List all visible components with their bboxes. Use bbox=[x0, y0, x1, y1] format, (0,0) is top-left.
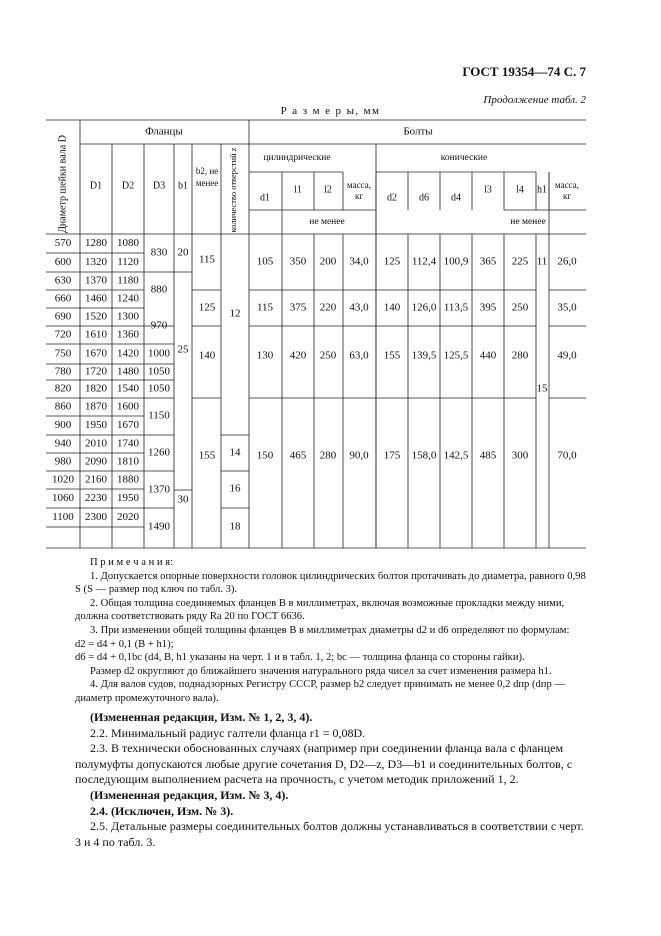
cell-D3: 1260 bbox=[148, 446, 170, 459]
clause-2-4: 2.4. (Исключен, Изм. № 3). bbox=[90, 803, 234, 818]
cell-D2: 1120 bbox=[117, 256, 139, 269]
cell-D: 1100 bbox=[52, 511, 74, 524]
cell-b2: 115 bbox=[198, 253, 216, 266]
cell-l1: 465 bbox=[289, 449, 307, 462]
cell-D: 1020 bbox=[52, 473, 74, 486]
cell-D2: 1300 bbox=[117, 310, 139, 323]
cell-d1: 150 bbox=[256, 449, 274, 462]
cell-d2: 140 bbox=[383, 301, 401, 314]
cell-D1: 1670 bbox=[85, 347, 107, 360]
header-D3: D3 bbox=[152, 180, 166, 192]
cell-D3: 1150 bbox=[148, 409, 170, 422]
cell-D: 570 bbox=[54, 237, 72, 250]
cell-l3: 365 bbox=[479, 255, 497, 268]
cell-D2: 1180 bbox=[117, 274, 139, 287]
cell-l3: 395 bbox=[479, 301, 497, 314]
cell-b1: 30 bbox=[177, 493, 189, 506]
cell-D2: 1360 bbox=[117, 328, 139, 341]
cell-D: 900 bbox=[54, 419, 72, 432]
header-diameter: Диаметр шейки вала D bbox=[57, 135, 69, 233]
cell-D2: 1740 bbox=[117, 437, 139, 450]
cell-D1: 1870 bbox=[85, 400, 107, 413]
cell-D3: 1370 bbox=[148, 483, 170, 496]
cell-D: 980 bbox=[54, 455, 72, 468]
cell-d1: 105 bbox=[256, 255, 274, 268]
cell-d4: 125,5 bbox=[443, 349, 469, 362]
header-l4: l4 bbox=[516, 184, 524, 196]
header-holes: количество отверстий z bbox=[227, 147, 238, 233]
cell-mass: 34,0 bbox=[349, 255, 369, 268]
cell-l2: 250 bbox=[319, 349, 337, 362]
header-bolts: Болты bbox=[403, 125, 433, 138]
cell-D: 600 bbox=[54, 256, 72, 269]
cell-l4: 300 bbox=[511, 449, 529, 462]
header-l1: l1 bbox=[294, 184, 302, 196]
cell-D: 1060 bbox=[52, 492, 74, 505]
cell-D1: 2160 bbox=[85, 473, 107, 486]
cell-D2: 1240 bbox=[117, 292, 139, 305]
cell-d4: 142,5 bbox=[443, 449, 469, 462]
cell-D3: 1050 bbox=[148, 382, 170, 395]
cell-D2: 1670 bbox=[117, 419, 139, 432]
cell-l2: 200 bbox=[319, 255, 337, 268]
header-b2: b2, не bbox=[195, 166, 219, 177]
cell-h1: 15 bbox=[536, 382, 548, 395]
cell-D1: 1370 bbox=[85, 274, 107, 287]
cell-b2: 140 bbox=[198, 349, 216, 362]
cell-D1: 2230 bbox=[85, 492, 107, 505]
note-3: 3. При изменении общей толщины фланцев B в миллиметрах диаметры d2 и d6 определяют по формулам: bbox=[90, 624, 570, 636]
cell-D: 750 bbox=[54, 347, 72, 360]
header-d1: d1 bbox=[260, 192, 270, 204]
cell-l3: 485 bbox=[479, 449, 497, 462]
note-3-rounding: Размер d2 округляют до ближайшего значения натурального ряда чисел за счет изменения размера h1. bbox=[90, 665, 552, 677]
table-units-label: Р а з м е р ы, мм bbox=[280, 105, 381, 117]
cell-mass2: 49,0 bbox=[557, 349, 577, 362]
amendment-note-2: (Измененная редакция, Изм. № 3, 4). bbox=[90, 787, 289, 802]
cell-D1: 1720 bbox=[85, 365, 107, 378]
cell-l2: 280 bbox=[319, 449, 337, 462]
note-3-formula-1: d2 = d4 + 0,1 (B + h1); bbox=[75, 638, 174, 650]
clause-2-3: 2.3. В технически обоснованных случаях (например при соединении фланца вала с фланцем полумуфты допускаются любые другие сочетания D, D2—z, D3—b1 и соединительных болтов, с последующим выполнением расчета на прочность, с учетом методик приложений 1, 2. bbox=[75, 741, 573, 787]
note-2: 2. Общая толщина соединяемых фланцев B в миллиметрах, включая возможные прокладки между ними, должна соответствовать ряду Ra 20 по ГОСТ 6636. bbox=[75, 597, 565, 623]
header-l2: l2 bbox=[324, 184, 332, 196]
cell-d4: 113,5 bbox=[443, 301, 469, 314]
cell-d2: 175 bbox=[383, 449, 401, 462]
cell-d1: 115 bbox=[256, 301, 274, 314]
cell-D: 690 bbox=[54, 310, 72, 323]
cell-D1: 1950 bbox=[85, 419, 107, 432]
header-mass2: масса, bbox=[555, 180, 579, 191]
header-cylindrical: цилиндрические bbox=[263, 153, 331, 164]
header-d2: d2 bbox=[387, 192, 397, 204]
cell-D1: 1820 bbox=[85, 382, 107, 395]
header-b2-cont: менее bbox=[195, 178, 219, 189]
cell-l4: 280 bbox=[511, 349, 529, 362]
cell-D2: 1600 bbox=[117, 400, 139, 413]
header-mass: масса, bbox=[347, 180, 371, 191]
cell-D2: 1080 bbox=[117, 237, 139, 250]
header-not-less-1: не менее bbox=[309, 217, 345, 228]
cell-D: 940 bbox=[54, 437, 72, 450]
page-header: ГОСТ 19354—74 С. 7 bbox=[462, 64, 586, 79]
cell-D1: 1320 bbox=[85, 256, 107, 269]
cell-D2: 1880 bbox=[117, 473, 139, 486]
cell-l4: 250 bbox=[511, 301, 529, 314]
cell-holes: 18 bbox=[229, 520, 241, 533]
cell-holes: 14 bbox=[229, 446, 241, 459]
cell-D3: 880 bbox=[150, 283, 168, 296]
cell-D1: 2090 bbox=[85, 455, 107, 468]
cell-D2: 1540 bbox=[117, 382, 139, 395]
cell-l1: 350 bbox=[289, 255, 307, 268]
cell-D1: 1280 bbox=[85, 237, 107, 250]
cell-l1: 375 bbox=[289, 301, 307, 314]
cell-holes: 12 bbox=[229, 307, 241, 320]
cell-D1: 1520 bbox=[85, 310, 107, 323]
notes-heading: П р и м е ч а н и я: bbox=[90, 557, 174, 568]
cell-b2: 155 bbox=[198, 449, 216, 462]
header-mass-unit: кг bbox=[354, 191, 364, 202]
cell-D: 630 bbox=[54, 274, 72, 287]
cell-mass: 43,0 bbox=[349, 301, 369, 314]
cell-mass: 63,0 bbox=[349, 349, 369, 362]
cell-D: 860 bbox=[54, 400, 72, 413]
cell-D3: 830 bbox=[150, 246, 168, 259]
cell-d6: 158,0 bbox=[411, 449, 437, 462]
cell-d2: 155 bbox=[383, 349, 401, 362]
cell-D3: 1050 bbox=[148, 365, 170, 378]
note-4: 4. Для валов судов, поднадзорных Регистру СССР, размер b2 следует принимать не менее 0,2 dпр (dпр — диаметр промежуточного вала). bbox=[75, 679, 566, 704]
note-3-formula-2: d6 = d4 + 0,1bc (d4, B, h1 указаны на черт. 1 и в табл. 1, 2; bc — толщина фланца со стороны гайки). bbox=[75, 652, 525, 664]
cell-l4: 225 bbox=[511, 255, 529, 268]
cell-D: 820 bbox=[54, 382, 72, 395]
cell-D3: 1490 bbox=[148, 520, 170, 533]
cell-D2: 1420 bbox=[117, 347, 139, 360]
cell-D3: 1000 bbox=[148, 347, 170, 360]
body-text bbox=[75, 710, 586, 850]
header-mass2-unit: кг bbox=[562, 191, 572, 202]
header-conical: конические bbox=[440, 153, 488, 164]
header-b1: b1 bbox=[178, 180, 188, 192]
cell-l1: 420 bbox=[289, 349, 307, 362]
amendment-note-1: (Измененная редакция, Изм. № 1, 2, 3, 4). bbox=[90, 710, 313, 724]
cell-mass2: 26,0 bbox=[557, 255, 577, 268]
cell-mass2: 35,0 bbox=[557, 301, 577, 314]
cell-D1: 2010 bbox=[85, 437, 107, 450]
header-D1: D1 bbox=[89, 180, 103, 192]
header-h1: h1 bbox=[537, 184, 547, 196]
notes-block bbox=[75, 556, 586, 706]
cell-D1: 1460 bbox=[85, 292, 107, 305]
cell-D: 660 bbox=[54, 292, 72, 305]
cell-b2: 125 bbox=[198, 301, 216, 314]
header-d4: d4 bbox=[451, 192, 461, 204]
header-D2: D2 bbox=[121, 180, 135, 192]
table-continuation-label: Продолжение табл. 2 bbox=[483, 94, 586, 106]
cell-h1: 11 bbox=[536, 255, 548, 268]
header-flanges: Фланцы bbox=[145, 125, 183, 138]
cell-D2: 1480 bbox=[117, 365, 139, 378]
cell-mass2: 70,0 bbox=[557, 449, 577, 462]
cell-l3: 440 bbox=[479, 349, 497, 362]
cell-D3: 970 bbox=[150, 319, 168, 332]
header-not-less-2: не менее bbox=[510, 217, 546, 228]
clause-2-2: 2.2. Минимальный радиус галтели фланца r1 = 0,08D. bbox=[90, 725, 366, 740]
cell-D2: 1810 bbox=[117, 455, 139, 468]
cell-d6: 112,4 bbox=[411, 255, 437, 268]
cell-D2: 1950 bbox=[117, 492, 139, 505]
cell-d2: 125 bbox=[383, 255, 401, 268]
cell-D2: 2020 bbox=[117, 511, 139, 524]
cell-l2: 220 bbox=[319, 301, 337, 314]
cell-d6: 139,5 bbox=[411, 349, 437, 362]
cell-D: 780 bbox=[54, 365, 72, 378]
cell-b1: 20 bbox=[177, 246, 189, 259]
cell-d1: 130 bbox=[256, 349, 274, 362]
note-1: 1. Допускается опорные поверхности головок цилиндрических болтов протачивать до диаметра, равного 0,98 S (S — размер под ключ по табл. 3). bbox=[75, 570, 586, 596]
cell-b1: 25 bbox=[177, 343, 189, 356]
header-l3: l3 bbox=[484, 184, 492, 196]
cell-holes: 16 bbox=[229, 482, 241, 495]
clause-2-5: 2.5. Детальные размеры соединительных болтов должны устанавливаться в соответствии с черт. 3 и 4 по табл. 3. bbox=[75, 819, 584, 849]
header-d6: d6 bbox=[419, 192, 429, 204]
cell-D: 720 bbox=[54, 328, 72, 341]
cell-D1: 2300 bbox=[85, 511, 107, 524]
cell-d6: 126,0 bbox=[411, 301, 437, 314]
cell-mass: 90,0 bbox=[349, 449, 369, 462]
cell-d4: 100,9 bbox=[443, 255, 469, 268]
cell-D1: 1610 bbox=[85, 328, 107, 341]
